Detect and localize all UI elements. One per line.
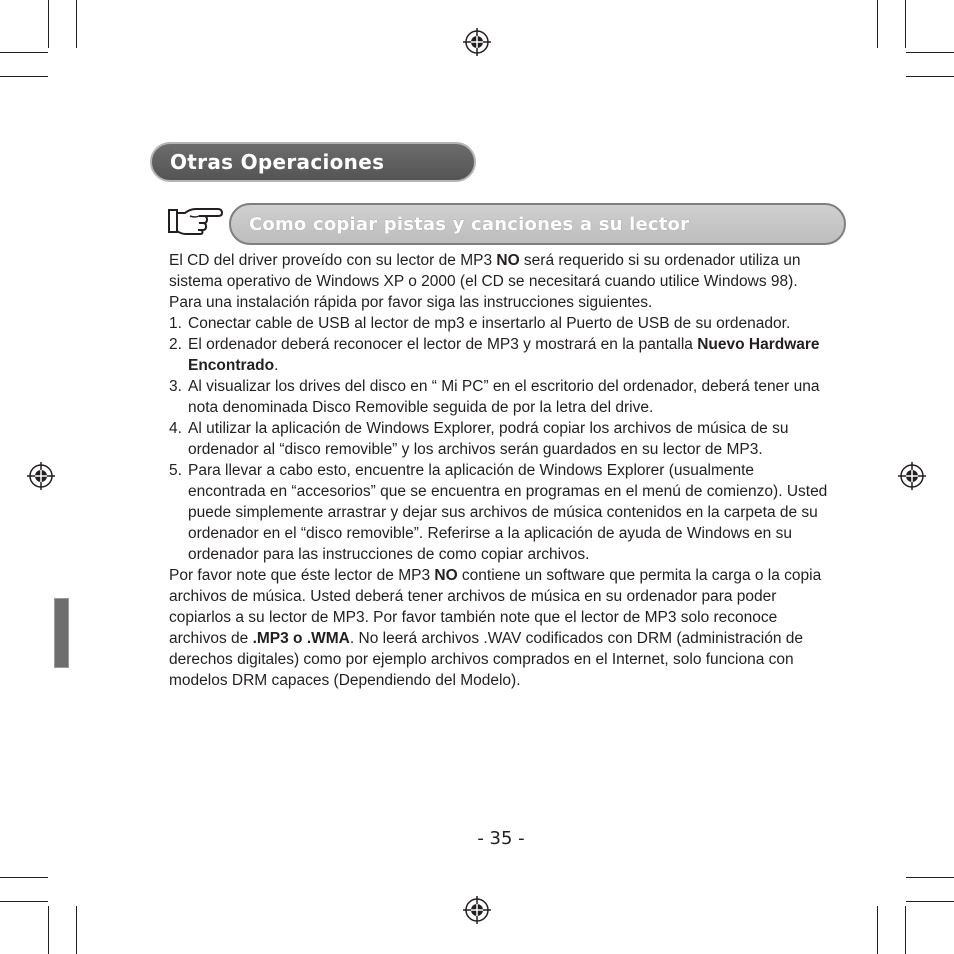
- registration-mark-icon: [898, 462, 926, 490]
- subsection-header: [229, 203, 846, 245]
- registration-mark-icon: [27, 462, 55, 490]
- steps-list: [169, 313, 829, 565]
- side-tab-marker: [54, 598, 69, 668]
- pointing-hand-icon: [168, 206, 224, 236]
- intro-paragraph: El CD del driver proveído con su lector de MP3 NO será requerido si su ordenador utiliza un sistema operativo de Windows XP o 2000 (el CD se necesitará cuando utilice Windows 98). Para una instalación rápida por favor siga las instrucciones siguientes.: [169, 252, 801, 311]
- registration-mark-icon: [463, 28, 491, 56]
- list-item: 2. El ordenador deberá reconocer el lector de MP3 y mostrará en la pantalla Nuevo Hardware Encontrado.: [169, 336, 820, 374]
- registration-mark-icon: [463, 896, 491, 924]
- body-content: [169, 250, 829, 691]
- list-item: 4. Al utilizar la aplicación de Windows Explorer, podrá copiar los archivos de música de su ordenador al “disco removible” y los archivos serán guardados en su lector de MP3.: [169, 420, 789, 458]
- list-item: 3. Al visualizar los drives del disco en “ Mi PC” en el escritorio del ordenador, deberá tener una nota denominada Disco Removible seguida de por la letra del drive.: [169, 378, 820, 416]
- section-title: Otras Operaciones: [170, 150, 385, 174]
- page-number: - 35 -: [477, 828, 525, 849]
- note-paragraph: Por favor note que éste lector de MP3 NO contiene un software que permita la carga o la copia archivos de música. Usted deberá tener archivos de música en su ordenador para poder copiarlos a su lector de MP3. Por favor también note que el lector de MP3 solo reconoce archivos de .MP3 o .WMA. No leerá archivos .WAV codificados con DRM (administración de derechos digitales) como por ejemplo archivos comprados en el Internet, solo funciona con modelos DRM capaces (Dependiendo del Modelo).: [169, 567, 822, 689]
- list-item: 5. Para llevar a cabo esto, encuentre la aplicación de Windows Explorer (usualmente encontrada en “accesorios” que se encuentra en programas en el menú de comienzo). Usted puede simplemente arrastrar y dejar sus archivos de música contenidos en la carpeta de su ordenador en el “disco removible”. Referirse a la aplicación de ayuda de Windows en su ordenador para las instrucciones de como copiar archivos.: [169, 462, 828, 563]
- subsection-title: Como copiar pistas y canciones a su lector: [249, 214, 690, 235]
- list-item: 1. Conectar cable de USB al lector de mp3 e insertarlo al Puerto de USB de su ordenador.: [169, 315, 791, 332]
- section-header: [150, 142, 476, 182]
